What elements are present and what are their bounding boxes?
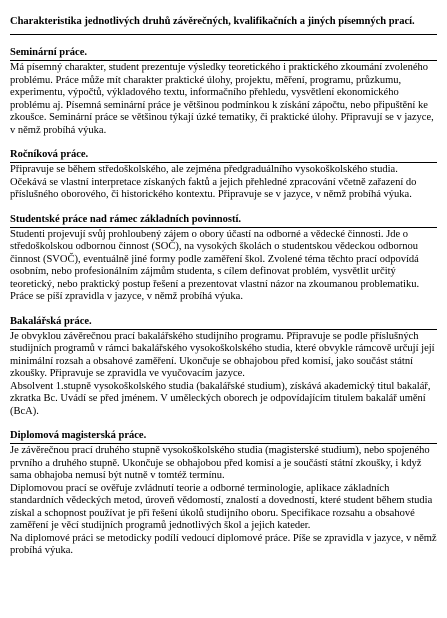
paragraph: Absolvent 1.stupně vysokoškolského studia (bakalářské studium), získává akademický titul bakalář, zkratka Bc. Uvádí se před jménem. V uměleckých oborech je odpovídajícím titulem bakalář umění (BcA). (10, 380, 431, 417)
section-body (10, 163, 437, 202)
section-body (10, 228, 437, 304)
paragraph: Připravuje se během středoškolského, ale zejména předgraduálního vysokoškolského studia. Očekává se vlastní interpretace získaných faktů a jejich přehledné zpracování včetně zařazení do příslušného oborového, či historického kontextu. Připravuje se v jazyce, v němž probíhá výuka. (10, 164, 417, 200)
section-body (10, 444, 437, 558)
section-bakalarska-prace (10, 315, 437, 419)
document-title: Charakteristika jednotlivých druhů závěrečných, kvalifikačních a jiných písemných prací. (10, 15, 437, 35)
paragraph: Má písemný charakter, student prezentuje výsledky teoretického i praktického zkoumání zvoleného problému. Práce může mít charakter praktické úlohy, projektu, měření, programu, průzkumu, experimentu, výpočtů, výkladového textu, informačního přehledu, vysvětlení ekonomického problému aj. Písemná seminární práce je většinou podmínkou k získání zápočtu, nebo připuštění ke zkoušce. Seminární práce se většinou týkají úzké tematiky, či praktické úlohy. Připravují se v jazyce, v němž probíhá výuka. (10, 62, 434, 136)
paragraph: Je závěrečnou prací druhého stupně vysokoškolského studia (magisterské studium), nebo spojeného prvního a druhého stupně. Ukončuje se obhajobou před komisí a je součástí státní zkoušky, i když sama obhajoba nemusí být nutně v tomtéž termínu. (10, 445, 430, 481)
paragraph: Studenti projevují svůj prohloubený zájem o obory účastí na odborné a vědecké činnosti. Jde o středoškolskou odbornou činnost (SOČ), na vysokých školách o studentskou vědeckou odbornou činnost (SVOČ), eventuálně jiné formy podle zaměření škol. Zvolené téma těchto prací odpovídá osobním, nebo profesionálním zájmům studenta, s cílem definovat problém, vysvětlit určitý teoretický, nebo praktický postup řešení a prezentovat vlastní názor na zkoumanou problematiku. Práce se píší zpravidla v jazyce, v němž probíhá výuka. (10, 228, 420, 302)
section-heading: Seminární práce. (10, 46, 437, 61)
paragraph: Diplomovou prací se ověřuje zvládnutí teorie a odborné terminologie, aplikace základních standardních vědeckých metod, úroveň vědomostí, znalostí a dovedností, které student během studia získal a schopnost používat je při řešení úkolů studijního oboru. Specifikace rozsahu a obsahové zaměření je věcí studijních programů jednotlivých škol a jejich kateder. (10, 482, 433, 531)
section-seminarni-prace (10, 46, 437, 137)
section-heading: Diplomová magisterská práce. (10, 429, 437, 444)
section-heading: Bakalářská práce. (10, 315, 437, 330)
section-rocnikova-prace (10, 148, 437, 202)
section-heading: Studentské práce nad rámec základních povinností. (10, 213, 437, 228)
paragraph: Na diplomové práci se metodicky podílí vedoucí diplomové práce. Píše se zpravidla v jazyce, v němž probíhá výuka. (10, 532, 437, 556)
section-studentske-prace (10, 213, 437, 304)
paragraph: Je obvyklou závěrečnou prací bakalářského studijního programu. Připravuje se podle příslušných studijních programů v rámci bakalářského vysokoškolského studia, které obvykle rámcově určují její minimální rozsah a obsahové zaměření. Ukončuje se obhajobou před komisí, jako součást státní zkoušky. Připravuje se zpravidla ve vyučovacím jazyce. (10, 330, 435, 379)
section-diplomova-prace (10, 429, 437, 558)
section-body (10, 61, 437, 137)
section-heading: Ročníková práce. (10, 148, 437, 163)
section-body (10, 330, 437, 419)
